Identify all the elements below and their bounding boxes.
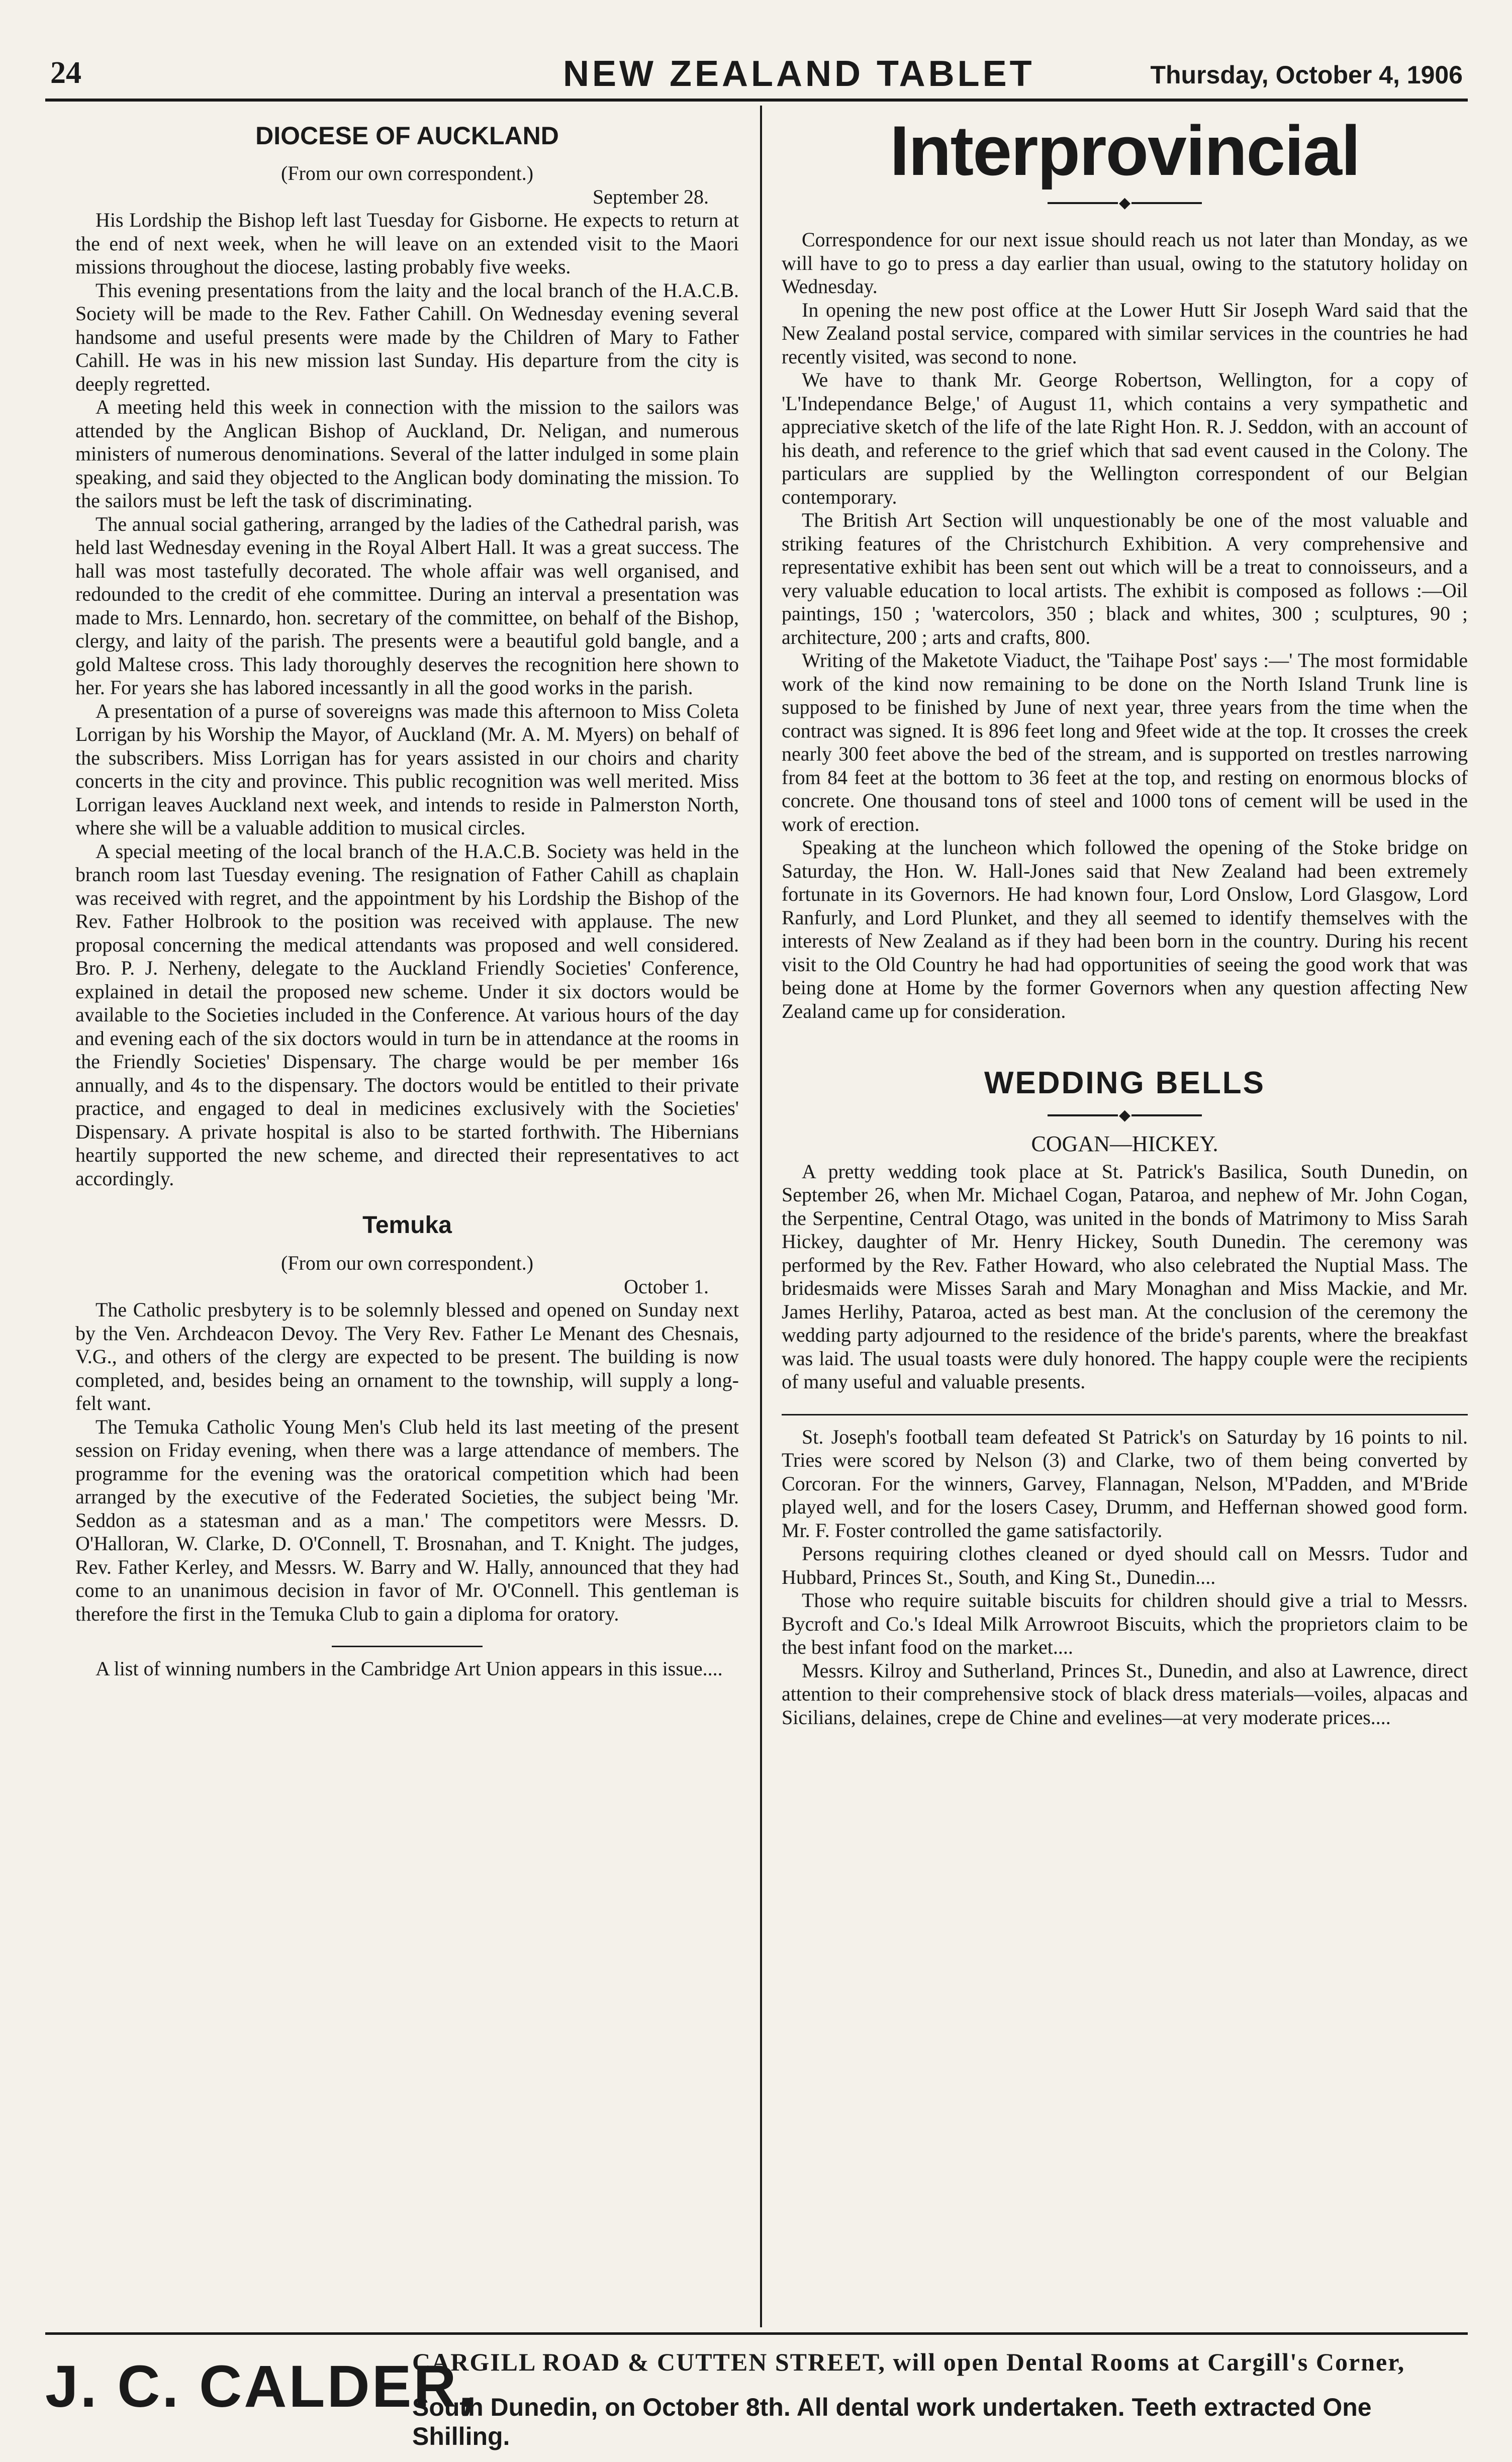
auckland-byline: (From our own correspondent.) xyxy=(280,162,534,184)
temuka-heading: Temuka xyxy=(362,1212,452,1239)
auckland-paragraph: The annual social gathering, arranged by the ladies of the Cathedral parish, was held last Wednesday evening in the Royal Albert Hall. It was a great success. The hall was most tastefully decorated. The whole affair was well organised, and redounded to the credit of ehe committee. During an interval a presentation was made to Mrs. Lennardo, hon. secretary of the committee, on behalf of the Bishop, clergy, and laity of the parish. The presents were a beautiful gold bangle, and a gold Maltese cross. This lady thoroughly deserves the recognition here shown to her. For years she has labored incessantly in all the good works in the parish. xyxy=(75,512,739,699)
misc-paragraph: Messrs. Kilroy and Sutherland, Princes St., Dunedin, and also at Lawrence, direct attention to their comprehensive stock of black dress materials—voiles, alpacas and Sicilians, delaines, crepe de Chine and evelines—at very moderate prices.... xyxy=(782,1659,1468,1729)
auckland-dateline: September 28. xyxy=(592,185,709,208)
interprovincial-paragraph: We have to thank Mr. George Robertson, Wellington, for a copy of 'L'Independance Belge,' of August 11, which contains a very sympathetic and appreciative sketch of the life of the late Right Hon. R. J. Seddon, with an account of his death, and reference to the grief which that sad event caused in the Colony. The particulars are supplied by the Wellington correspondent of our Belgian contemporary. xyxy=(782,368,1468,508)
ornament-divider: ◆ xyxy=(782,1105,1468,1125)
advertisement-rule xyxy=(45,2332,1468,2335)
temuka-paragraph: The Catholic presbytery is to be solemnly blessed and opened on Sunday next by the Ven. Archdeacon Devoy. The Very Rev. Father Le Menant des Chesnais, V.G., and others of the clergy are expected to be present. The building is now completed, and, besides being an ornament to the township, will supply a long-felt want. xyxy=(75,1298,739,1414)
left-column xyxy=(75,121,739,1681)
publication-title: NEW ZEALAND TABLET xyxy=(563,54,1035,94)
wedding-heading: WEDDING BELLS xyxy=(984,1066,1266,1100)
temuka-dateline: October 1. xyxy=(624,1275,709,1298)
auckland-paragraph: A special meeting of the local branch of the H.A.C.B. Society was held in the branch room last Tuesday evening. The resignation of Father Cahill as chaplain was received with regret, and the appointment by his Lordship the Bishop of the Rev. Father Holbrook to the position was received with applause. The new proposal concerning the medical attendants was proposed and well considered. Bro. P. J. Nerheny, delegate to the Auckland Friendly Societies' Conference, explained in detail the proposed new scheme. Under it six doctors would be available to the Societies included in the Conference. At various hours of the day and evening each of the six doctors would in turn be in attendance at the rooms in the Friendly Societies' Dispensary. The charge would be per member 16s annually, and 4s to the dispensary. The doctors would be entitled to their private practice, and engaged to deal in medicines exclusively with the Societies' Dispensary. A private hospital is also to be started forthwith. The Hibernians heartily supported the new scheme, and directed their representatives to act accordingly. xyxy=(75,839,739,1190)
column-divider xyxy=(760,106,762,2327)
temuka-paragraph: The Temuka Catholic Young Men's Club held its last meeting of the present session on Friday evening, when there was a large attendance of members. The programme for the evening was the oratorical competition which had been arranged by the executive of the Federated Societies, the subject being 'Mr. Seddon as a statesman and as a man.' The competitors were Messrs. D. O'Halloran, W. Clarke, D. O'Connell, T. Brosnahan, and T. Knight. The judges, Rev. Father Kerley, and Messrs. W. Barry and W. Hally, announced that they had come to an unanimous decision in favor of Mr. O'Connell. This gentleman is therefore the first in the Temuka Club to gain a diploma for oratory. xyxy=(75,1415,739,1625)
interprovincial-paragraph: The British Art Section will unquestionably be one of the most valuable and striking features of the Christchurch Exhibition. A very comprehensive and representative exhibit has been sent out which will be a treat to connoisseurs, and a very valuable education to local artists. The exhibit is composed as follows :—Oil paintings, 150 ; 'watercolors, 350 ; black and whites, 300 ; sculptures, 90 ; architecture, 200 ; arts and crafts, 800. xyxy=(782,509,1468,648)
interprovincial-paragraph: Writing of the Maketote Viaduct, the 'Taihape Post' says :—' The most formidable work of the kind now remaining to be done on the North Island Trunk line is supposed to be finished by June of next year, three years from the time when the contract was signed. It is 896 feet long and 9feet wide at the top. It crosses the creek nearly 300 feet above the bed of the stream, and is supported on trestles narrowing from 84 feet at the bottom to 36 feet at the top, and resting on enormous blocks of concrete. One thousand tons of steel and 1000 tons of cement will be used in the work of erection. xyxy=(782,649,1468,835)
temuka-byline: (From our own correspondent.) xyxy=(280,1252,534,1274)
interprovincial-paragraph: Correspondence for our next issue should reach us not later than Monday, as we will have to go to press a day earlier than usual, owing to the statutory holiday on Wednesday. xyxy=(782,228,1468,298)
auckland-heading: DIOCESE OF AUCKLAND xyxy=(255,122,559,150)
misc-paragraph: Persons requiring clothes cleaned or dyed should call on Messrs. Tudor and Hubbard, Princes St., South, and King St., Dunedin.... xyxy=(782,1542,1468,1588)
temuka-footnote: A list of winning numbers in the Cambridge Art Union appears in this issue.... xyxy=(96,1657,723,1680)
interprovincial-paragraph: Speaking at the luncheon which followed the opening of the Stoke bridge on Saturday, the Hon. W. Hall-Jones said that New Zealand had been extremely fortunate in its Governors. He had known four, Lord Onslow, Lord Glasgow, Lord Ranfurly, and Lord Plunket, and they all seemed to identify themselves with the interests of New Zealand as if they had been born in the country. During his recent visit to the Old Country he had had opportunities of seeing the good work that was being done at Home by the former Governors when any question affecting New Zealand came up for consideration. xyxy=(782,836,1468,1022)
wedding-paragraph: A pretty wedding took place at St. Patrick's Basilica, South Dunedin, on September 26, when Mr. Michael Cogan, Pataroa, and nephew of Mr. John Cogan, the Serpentine, Central Otago, was united in the bonds of Matrimony to Miss Sarah Hickey, daughter of Mr. Henry Hickey, South Dunedin. The ceremony was performed by the Rev. Father Howard, who also celebrated the Nuptial Mass. The bridesmaids were Misses Sarah and Mary Monaghan and Miss Mackie, and Mr. James Herlihy, Pataroa, acted as best man. At the conclusion of the ceremony the wedding party adjourned to the residence of the bride's parents, where the breakfast was laid. The usual toasts were duly honored. The happy couple were the recipients of many useful and valuable presents. xyxy=(782,1160,1468,1393)
auckland-paragraph: His Lordship the Bishop left last Tuesday for Gisborne. He expects to return at the end of next week, when he will leave on an extended visit to the Maori missions throughout the diocese, lasting probably five weeks. xyxy=(75,209,739,278)
ornament-divider: ◆ xyxy=(782,193,1468,213)
misc-paragraph: St. Joseph's football team defeated St Patrick's on Saturday by 16 points to nil. Tries were scored by Nelson (3) and Clarke, two of them being converted by Corcoran. For the winners, Garvey, Flannagan, Nelson, M'Padden, and M'Bride played well, and for the losers Casey, Drumm, and Heffernan showed good form. Mr. F. Foster controlled the game satisfactorily. xyxy=(782,1425,1468,1542)
temuka-divider xyxy=(332,1646,483,1647)
interprovincial-heading: Interprovincial xyxy=(890,111,1360,190)
section-divider xyxy=(782,1414,1468,1415)
right-column xyxy=(782,111,1468,1729)
interprovincial-paragraph: In opening the new post office at the Lower Hutt Sir Joseph Ward said that the New Zealand postal service, compared with similar services in the countries he had recently visited, was second to none. xyxy=(782,298,1468,368)
advertiser-name: J. C. CALDER, xyxy=(45,2353,477,2420)
auckland-paragraph: A meeting held this week in connection with the mission to the sailors was attended by the Anglican Bishop of Auckland, Dr. Neligan, and numerous ministers of numerous denominations. Several of the latter indulged in some plain speaking, and said they objected to the Anglican body dominating the mission. To the sailors must be left the task of discriminating. xyxy=(75,396,739,512)
issue-date: Thursday, October 4, 1906 xyxy=(1150,61,1463,89)
page-header xyxy=(45,50,1468,101)
advertisement-line-1: CARGILL ROAD & CUTTEN STREET, will open Dental Rooms at Cargill's Corner, xyxy=(412,2348,1405,2376)
advertisement-line-2: South Dunedin, on October 8th. All dental work undertaken. Teeth extracted One Shilling. xyxy=(412,2393,1372,2450)
auckland-paragraph: A presentation of a purse of sovereigns was made this afternoon to Miss Coleta Lorrigan by his Worship the Mayor, of Auckland (Mr. A. M. Myers) on behalf of the subscribers. Miss Lorrigan has for years assisted in our choirs and charity concerts in the city and province. This public recognition was well merited. Miss Lorrigan leaves Auckland next week, and intends to reside in Palmerston North, where she will be a valuable addition to musical circles. xyxy=(75,699,739,839)
wedding-subheading: COGAN—HICKEY. xyxy=(1031,1131,1218,1156)
calder-advertisement xyxy=(45,2342,1468,2450)
header-rule xyxy=(45,99,1468,102)
auckland-paragraph: This evening presentations from the laity and the local branch of the H.A.C.B. Society will be made to the Rev. Father Cahill. On Wednesday evening several handsome and useful presents were made by the Children of Mary to Father Cahill. He was in his new mission last Sunday. His departure from the city is deeply regretted. xyxy=(75,278,739,395)
misc-paragraph: Those who require suitable biscuits for children should give a trial to Messrs. Bycroft and Co.'s Ideal Milk Arrowroot Biscuits, which the proprietors claim to be the best infant food on the market.... xyxy=(782,1589,1468,1658)
page-number: 24 xyxy=(50,56,81,90)
